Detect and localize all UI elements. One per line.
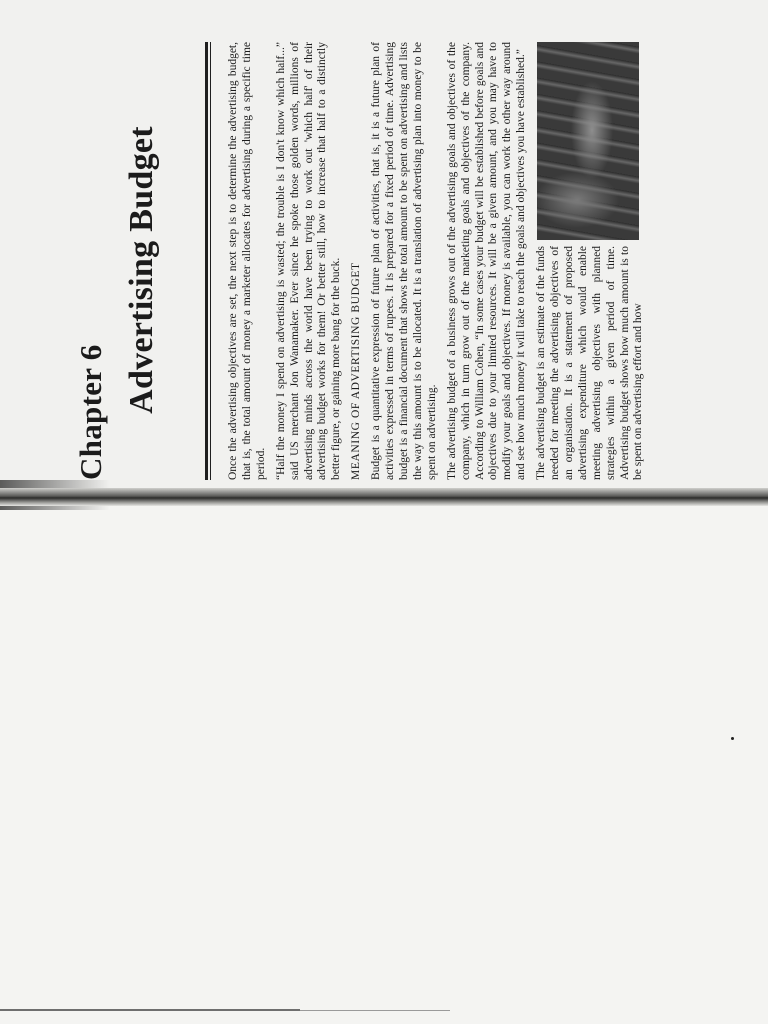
book-page xyxy=(55,40,768,480)
section-heading: MEANING OF ADVERTISING BUDGET xyxy=(350,262,363,480)
chapter-title: Advertising Budget xyxy=(123,126,160,414)
title-rule-thin xyxy=(210,42,211,480)
estimate-paragraph: The advertising budget is an estimate of the funds needed for meeting the advertising objectives of an organisation. It is a statement of proposed advertising expenditure which would enable meeting advertising objectives with planned strategies within a given period of time. Advertising budget shows how much amount is to be spent on advertising effort and how xyxy=(535,246,645,480)
book-spine xyxy=(0,488,768,506)
intro-paragraph: Once the advertising objectives are set, the next step is to determine the advertising budget, that is, the total amount of money a marketer allocates for advertising during a specific time period. xyxy=(227,42,267,480)
quote-paragraph: “Half the money I spend on advertising is wasted; the trouble is I don't know which half...” said US merchant Jon Wanamaker. Ever since he spoke those golden words, millions of advertising minds across the world have been trying to work out 'which half' of their advertising budget works for them! Or better still, how to increase that half to a distinctly better figure, or gaining more bang for the buck. xyxy=(274,42,343,480)
meaning-paragraph: Budget is a quantitative expression of future plan of activities, that is, it is a future plan of activities expressed in terms of rupees. It is prepared for a fixed period of time. Advertising budget is a financial document that shows the total amount to be spent on advertising and lists the way this amount is to be allocated. It is a translation of advertising plan into money to be spent on advertising. xyxy=(370,42,438,480)
chapter-photo xyxy=(537,42,639,240)
scan-speck xyxy=(731,737,734,740)
chapter-number: Chapter 6 xyxy=(73,344,108,480)
chapter-body xyxy=(227,42,652,480)
page-edge-line xyxy=(0,1009,300,1011)
grows-paragraph: The advertising budget of a business grows out of the advertising goals and objectives of the company, which in turn grow out of the marketing goals and objectives of the company. According to William Cohen, “In some cases your budget will be established before goals and objectives due to your limited resources. It will be a given amount, and you may have to modify your goals and objectives. If money is available, you can work the other way around and see how much money it will take to reach the goals and objectives you have established.” xyxy=(445,42,528,480)
page-edge-line-faint xyxy=(300,1010,450,1011)
blank-facing-page xyxy=(0,500,768,1024)
title-rule xyxy=(205,42,208,480)
